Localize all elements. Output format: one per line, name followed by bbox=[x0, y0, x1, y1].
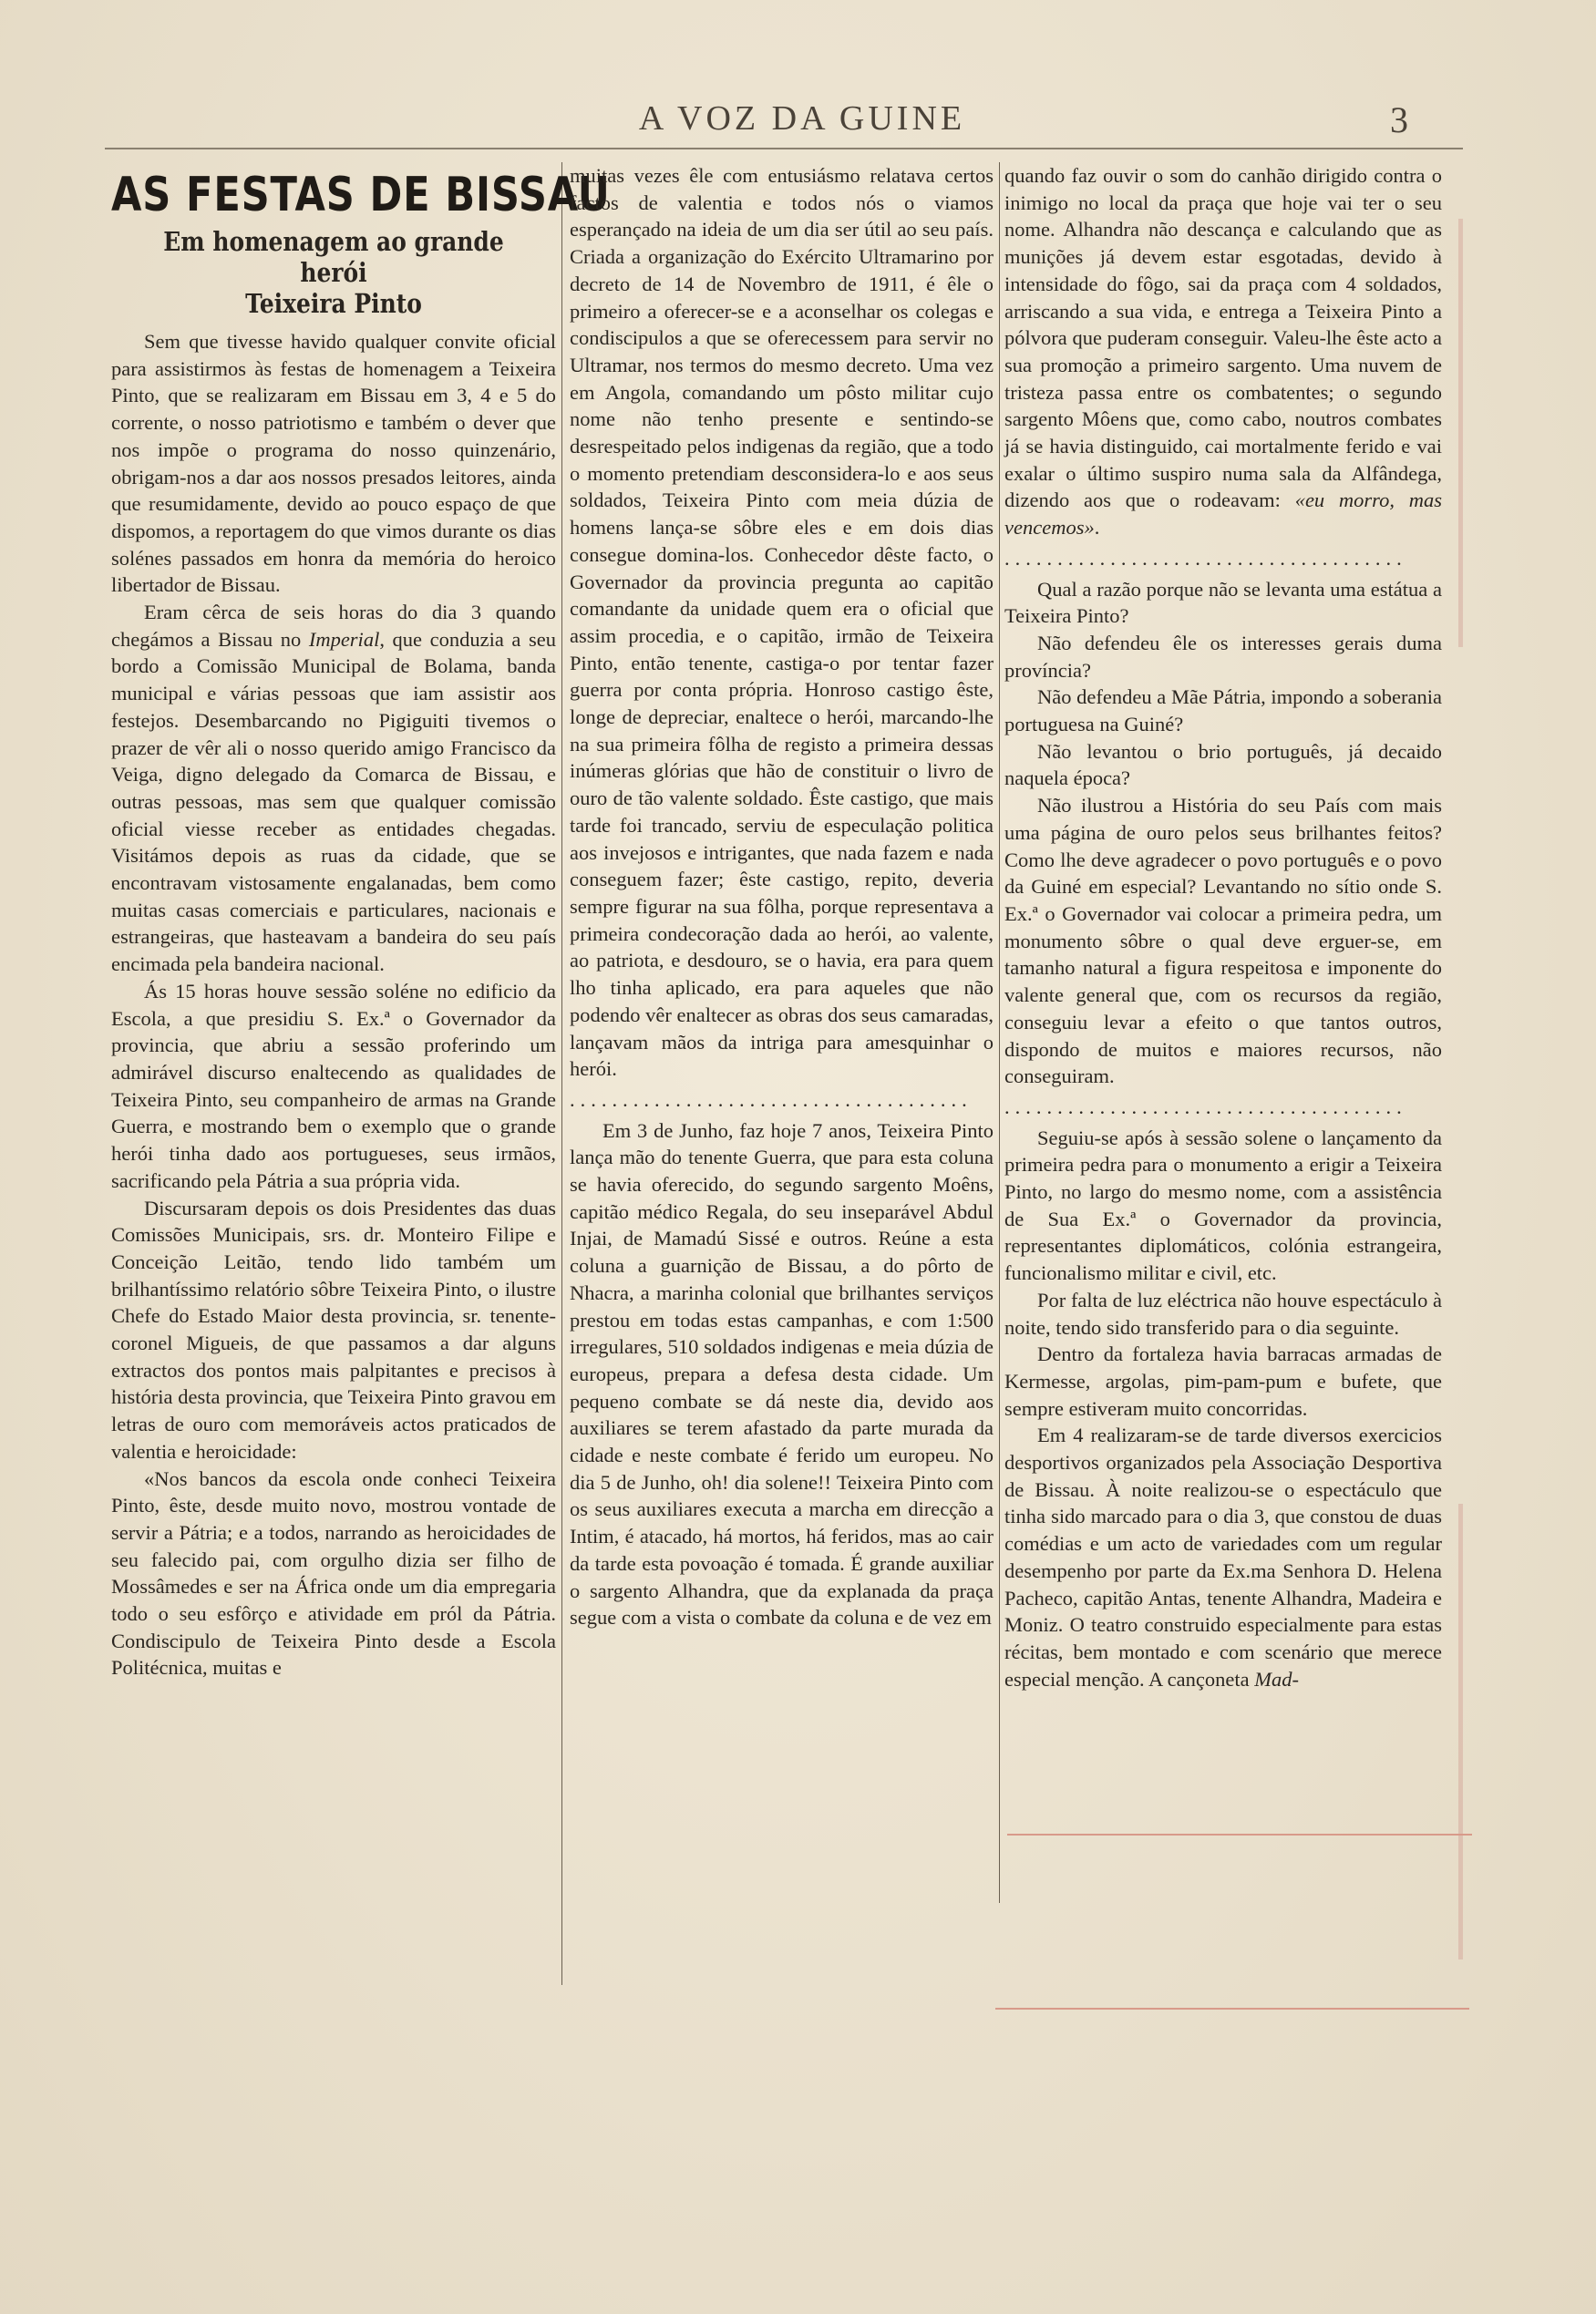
paragraph: muitas vezes êle com entusiásmo relatava certos factos de valentia e todos nós o viamos esperançado na ideia de um dia ser útil ao seu país. Criada a organização do Exército Ultramarino por decreto de 14 de Novembro de 1911, é êle o primeiro a oferecer-se e a aconselhar os colegas e condiscipulos a que se oferecessem para servir no Ultramar, nos termos do mesmo decreto. Uma vez em Angola, comandando um pôsto militar cujo nome não tenho presente e sentindo-se desrespeitado pelos indigenas da região, que a todo o momento pretendiam desconsidera-lo e aos seus soldados, Teixeira Pinto com meia dúzia de homens lança-se sôbre eles e em dois dias consegue domina-los. Conhecedor dêste facto, o Governador da provincia pregunta ao capitão comandante da unidade quem era o oficial que assim procedia, e o capitão, irmão de Teixeira Pinto, então tenente, castiga-o por tentar fazer guerra por conta própria. Honroso castigo êste, longe de depreciar, enaltece o herói, marcando-lhe na sua primeira fôlha de registo a primeira dessas inúmeras glórias que hão de constituir o livro de ouro de tão valente soldado. Êste castigo, que mais tarde foi trancado, serviu de especulação politica aos invejosos e intrigantes, que nada fazem e nada conseguem fazer; êste castigo, repito, deveria sempre figurar na sua fôlha, porque representava a primeira condecoração dada ao herói, ao valente, ao patriota, e desdouro, se o havia, era para quem lho tinha aplicado, era para aqueles que não podendo vêr enaltecer as obras dos seus camaradas, lançavam mãos da intriga para amesquinhar o herói. bbox=[570, 164, 994, 1081]
column-divider bbox=[561, 162, 562, 1985]
column-divider bbox=[999, 162, 1000, 1903]
paragraph: Em 3 de Junho, faz hoje 7 anos, Teixeira Pinto lança mão do tenente Guerra, que para esta coluna se havia oferecido, do segundo sargento Moêns, capitão médico Regala, do seu inseparável Abdul Injai, de Mamadú Sissé e outros. Reúne a esta coluna a guarnição de Bissau, a do pôrto de Nhacra, a marinha colonial que brilhantes serviços prestou em todas estas campanhas, e com 1:500 irregulares, 510 soldados indigenas e meia dúzia de europeus, prepara a defesa desta cidade. Um pequeno combate se dá neste dia, devido aos auxiliares se terem afastado da parte murada da cidade e neste combate é ferido um europeu. No dia 5 de Junho, oh! dia solene!! Teixeira Pinto com os seus auxiliares executa a marcha em direcção a Intim, é atacado, há mortos, há feridos, mas ao cair da tarde esta povoação é tomada. É grande auxiliar o sargento Alhandra, que da explanada da praça segue com a vista o combate da coluna e de vez em bbox=[570, 1118, 994, 1630]
subtitle-line: Em homenagem ao grande herói bbox=[163, 226, 504, 288]
paragraph: Não levantou o brio português, já decaido naquela época? bbox=[1004, 739, 1442, 790]
text-run: . bbox=[1094, 516, 1100, 540]
paragraph: Não defendeu êle os interesses gerais duma província? bbox=[1004, 631, 1442, 682]
paragraph: Sem que tivesse havido qualquer convite oficial para assistirmos às festas de homenagem a Teixeira Pinto, que se realizaram em Bissau em 3, 4 e 5 do corrente, o nosso patriotismo e também o dever que nos impõe o programa do nosso quinzenário, obrigam-nos a dar aos nossos presados leitores, ainda que resumidamente, devido ao pouco espaço de que dispomos, a reportagem do que vimos durante os dias solénes passados em honra da memória do heroico libertador de Bissau. bbox=[111, 330, 556, 597]
paragraph: Dentro da fortaleza havia barracas armadas de Kermesse, argolas, pim-pam-pum e bufete, que sempre estiveram muito concorridas. bbox=[1004, 1342, 1442, 1420]
margin-pencil-mark bbox=[1458, 219, 1463, 647]
paragraph: Seguiu-se após à sessão solene o lançamento da primeira pedra para o monumento a erigir a Teixeira Pinto, no largo do mesmo nome, com a assistência de Sua Ex.ª o Governador da provincia, representantes diplomáticos, colónia estrangeira, funcionalismo militar e civil, etc. bbox=[1004, 1126, 1442, 1285]
subtitle-line: Teixeira Pinto bbox=[245, 288, 422, 319]
text-run: , que conduzia a seu bordo a Comissão Municipal de Bolama, banda municipal e várias pessoas que iam assistir aos festejos. Desembarcando no Pigiguiti tivemos o prazer de vêr ali o nosso querido amigo Francisco da Veiga, digno delegado da Comarca de Bissau, e outras pessoas, mas sem que qualquer comissão oficial viesse receber as entidades chegadas. Visitámos depois as ruas da cidade, que se encontravam vistosamente engalanadas, bem como muitas casas comerciais e particulares, nacionais e estrangeiras, que hasteavam a bandeira do seu país encimada pela bandeira nacional. bbox=[111, 627, 556, 976]
column-3 bbox=[1004, 162, 1442, 1692]
column-1 bbox=[111, 162, 611, 1682]
paragraph: Não ilustrou a História do seu País com mais uma página de ouro pelos seus brilhantes feitos? Como lhe deve agradecer o povo português e o povo da Guiné em especial? Levantando no sítio onde S. Ex.ª o Governador vai colocar a primeira pedra, um monumento sôbre o qual deve erguer-se, em tamanho natural a figura respeitosa e imponente do valente general que, com os recursos da região, conseguiu levar a efeito o que tantos outros, dispondo de muitos e maiores recursos, não conseguiram. bbox=[1004, 794, 1442, 1088]
dotted-separator: ...................................... bbox=[1004, 546, 1407, 570]
dotted-separator: ...................................... bbox=[1004, 1095, 1407, 1118]
text-run: Em 4 realizaram-se de tarde diversos exercicios desportivos organizados pela Associação Desportiva de Bissau. À noite realizou-se o espectáculo que tinha sido marcado para o dia 3, que constou de duas comédias e um acto de variedades com um regular desempenho por parte da Ex.ma Senhora D. Helena Pacheco, capitão Antas, tenente Alhandra, Madeira e Moniz. O teatro construido especialmente para estas récitas, bem montado e com scenário que merece especial menção. A cançoneta bbox=[1004, 1424, 1442, 1691]
paragraph bbox=[111, 599, 556, 978]
underline-pencil-mark bbox=[995, 2008, 1469, 2010]
paragraph: Discursaram depois os dois Presidentes das duas Comissões Municipais, srs. dr. Monteiro Filipe e Conceição Leitão, tendo lido também um brilhantíssimo relatório sôbre Teixeira Pinto, o ilustre Chefe do Estado Maior desta provincia, sr. tenente-coronel Migueis, de que passamos a dar alguns extractos dos pontos mais palpitantes e precisos à história desta provincia, que Teixeira Pinto gravou em letras de ouro com memoráveis actos praticados de valentia e heroicidade: bbox=[111, 1196, 556, 1463]
quote: «eu morro, mas vencemos» bbox=[1004, 489, 1442, 540]
italic-word: Mad- bbox=[1254, 1667, 1299, 1691]
paragraph: Por falta de luz eléctrica não houve espectáculo à noite, tendo sido transferido para o dia seguinte. bbox=[1004, 1288, 1442, 1339]
dotted-separator: ...................................... bbox=[570, 1087, 973, 1111]
article-title: AS FESTAS DE BISSAU bbox=[111, 168, 611, 222]
paragraph: Qual a razão porque não se levanta uma estátua a Teixeira Pinto? bbox=[1004, 577, 1442, 628]
paragraph: Não defendeu a Mãe Pátria, impondo a soberania portuguesa na Guiné? bbox=[1004, 685, 1442, 736]
paragraph: «Nos bancos da escola onde conheci Teixeira Pinto, êste, desde muito novo, mostrou vontade de servir a Pátria; e a todos, narrando as heroicidades de seu falecido pai, com orgulho dizia ser filho de Mossâmedes e ser na África onde um dia empregaria todo o seu esfôrço e atividade em pról da Pátria. Condiscipulo de Teixeira Pinto desde a Escola Politécnica, muitas e bbox=[111, 1466, 556, 1680]
underline-pencil-mark bbox=[1007, 1834, 1472, 1836]
text-run: Eram cêrca de seis horas do dia 3 quando chegámos a Bissau no bbox=[111, 601, 556, 651]
page-number: 3 bbox=[1390, 99, 1408, 140]
paragraph: Ás 15 horas houve sessão soléne no edificio da Escola, a que presidiu S. Ex.ª o Governador da provincia, que abriu a sessão proferindo um admirável discurso enaltecendo as qualidades de Teixeira Pinto, seu companheiro de armas na Grande Guerra, e mostrando bem o exemplo que o grande herói tinha dado aos portugueses, seus irmãos, sacrificando pela Pátria a sua própria vida. bbox=[111, 979, 556, 1192]
header-rule bbox=[105, 148, 1463, 149]
newspaper-header: A VOZ DA GUINE bbox=[638, 99, 966, 138]
paragraph bbox=[1004, 1422, 1442, 1692]
paragraph bbox=[1004, 162, 1442, 541]
text-run: quando faz ouvir o som do canhão dirigido contra o inimigo no local da praça que hoje vai ter o seu nome. Alhandra não descança e calculando que as munições já devem estar esgotadas, devido à intensidade do fôgo, sai da praça com 4 soldados, arriscando a sua vida, e entrega a Teixeira Pinto a pólvora que puderam conseguir. Valeu-lhe êste acto a sua promoção a primeiro sargento. Uma nuvem de tristeza passa entre os combatentes; o segundo sargento Môens que, como cabo, noutros combates já se havia distinguido, cai mortalmente ferido e vai exalar o último suspiro numa sala da Alfândega, dizendo aos que o rodeavam: bbox=[1004, 164, 1442, 512]
article-subtitle bbox=[142, 226, 525, 319]
column-2 bbox=[570, 162, 994, 1631]
ship-name: Imperial bbox=[308, 627, 380, 651]
margin-pencil-mark bbox=[1458, 1504, 1463, 1959]
